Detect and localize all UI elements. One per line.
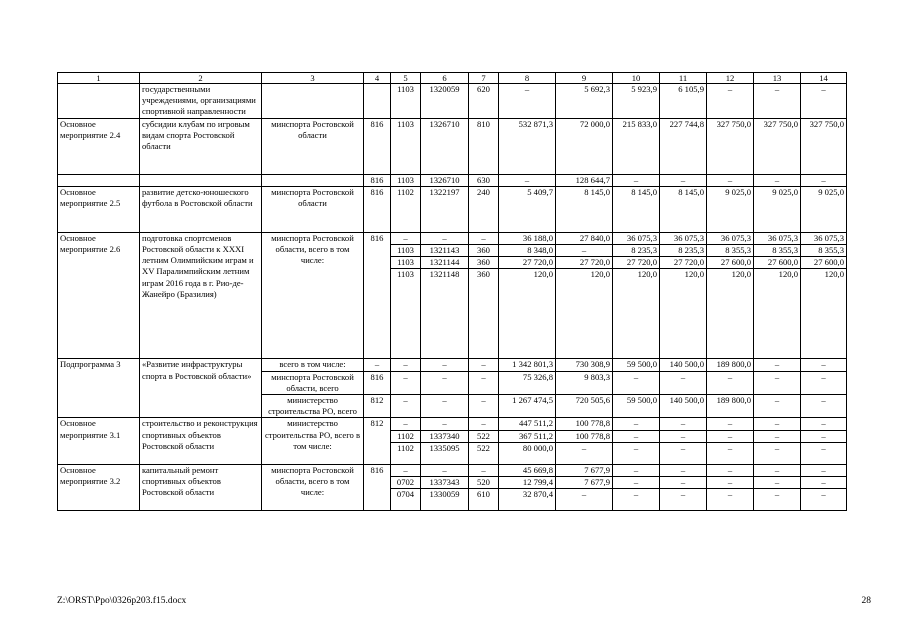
cell-csr: 1326710 xyxy=(421,118,469,174)
cell-value: – xyxy=(613,477,660,489)
cell-vr: – xyxy=(469,232,499,244)
header-cell: 12 xyxy=(707,73,754,84)
cell-rzpr: 0704 xyxy=(391,489,421,511)
cell-csr: – xyxy=(421,395,469,418)
cell-value: 8 145,0 xyxy=(613,186,660,232)
cell-value: 36 075,3 xyxy=(707,232,754,244)
cell-csr: 1335095 xyxy=(421,442,469,464)
cell-value: – xyxy=(499,174,556,186)
cell-measure: Основное мероприятие 2.6 xyxy=(58,232,140,359)
cell-value: 9 025,0 xyxy=(754,186,801,232)
cell-value: 72 000,0 xyxy=(556,118,613,174)
cell-value: 36 075,3 xyxy=(754,232,801,244)
cell-measure: Подпрограмма 3 xyxy=(58,359,140,418)
cell-description: «Развитие инфраструктуры спорта в Ростовской области» xyxy=(140,359,262,418)
cell-value: 532 871,3 xyxy=(499,118,556,174)
cell-value: 140 500,0 xyxy=(660,359,707,371)
cell-value: – xyxy=(707,489,754,511)
cell-value: – xyxy=(660,174,707,186)
table-row xyxy=(58,464,847,476)
cell-executor: минспорта Ростовской области, всего xyxy=(262,371,364,394)
cell-value: – xyxy=(754,442,801,464)
cell-executor: министерство строительства РО, всего в том числе: xyxy=(262,418,364,464)
cell-description: субсидии клубам по игровым видам спорта Ростовской области xyxy=(140,118,262,174)
cell-value: 8 235,3 xyxy=(660,245,707,257)
cell-value: – xyxy=(499,84,556,119)
document-path: Z:\ORST\Ppo\0326p203.f15.docx xyxy=(57,596,187,606)
cell-value: 59 500,0 xyxy=(613,395,660,418)
cell-rzpr: 1103 xyxy=(391,269,421,359)
cell-csr: 1321148 xyxy=(421,269,469,359)
cell-value: 32 870,4 xyxy=(499,489,556,511)
table-row xyxy=(58,232,847,244)
table-row xyxy=(58,418,847,430)
table-row xyxy=(58,84,847,119)
header-cell: 8 xyxy=(499,73,556,84)
cell-value: – xyxy=(754,477,801,489)
cell-value: 36 188,0 xyxy=(499,232,556,244)
cell-value: – xyxy=(801,430,847,442)
cell-value: 120,0 xyxy=(613,269,660,359)
cell-value: 8 355,3 xyxy=(707,245,754,257)
header-cell: 3 xyxy=(262,73,364,84)
cell-value: 8 355,3 xyxy=(754,245,801,257)
cell-executor: минспорта Ростовской области, всего в том числе: xyxy=(262,232,364,359)
cell-value: – xyxy=(801,84,847,119)
cell-description: развитие детско-юношеского футбола в Ростовской области xyxy=(140,186,262,232)
header-cell: 2 xyxy=(140,73,262,84)
cell-value: 27 600,0 xyxy=(754,257,801,269)
cell-value: – xyxy=(707,430,754,442)
cell-rzpr: 1103 xyxy=(391,118,421,174)
cell-value: 120,0 xyxy=(707,269,754,359)
cell-rzpr: – xyxy=(391,418,421,430)
cell-value: 36 075,3 xyxy=(801,232,847,244)
cell-value: 120,0 xyxy=(499,269,556,359)
cell-csr: – xyxy=(421,371,469,394)
cell-vr: 810 xyxy=(469,118,499,174)
cell-executor: минспорта Ростовской области xyxy=(262,186,364,232)
cell-csr: 1320059 xyxy=(421,84,469,119)
cell-vr: 522 xyxy=(469,430,499,442)
cell-value: 447 511,2 xyxy=(499,418,556,430)
cell-value: 227 744,8 xyxy=(660,118,707,174)
cell-value: – xyxy=(613,464,660,476)
cell-value: – xyxy=(754,371,801,394)
header-cell: 1 xyxy=(58,73,140,84)
cell-value: – xyxy=(801,359,847,371)
cell-value: 100 778,8 xyxy=(556,418,613,430)
cell-value: 7 677,9 xyxy=(556,464,613,476)
cell-value: 327 750,0 xyxy=(801,118,847,174)
cell-value: – xyxy=(801,395,847,418)
cell-executor: минспорта Ростовской области, всего в том числе: xyxy=(262,464,364,510)
cell-vr: 610 xyxy=(469,489,499,511)
cell-csr: – xyxy=(421,359,469,371)
cell-value: 9 025,0 xyxy=(801,186,847,232)
cell-value: – xyxy=(754,395,801,418)
cell-value: – xyxy=(801,477,847,489)
cell-rzpr: – xyxy=(391,359,421,371)
cell-value: 45 669,8 xyxy=(499,464,556,476)
cell-value: – xyxy=(754,489,801,511)
cell-value: 27 840,0 xyxy=(556,232,613,244)
cell-value: – xyxy=(801,174,847,186)
cell-value: – xyxy=(801,418,847,430)
cell-executor: министерство строительства РО, всего xyxy=(262,395,364,418)
cell-value: 120,0 xyxy=(556,269,613,359)
cell-value: – xyxy=(556,245,613,257)
cell-value: 8 355,3 xyxy=(801,245,847,257)
cell-value: 327 750,0 xyxy=(754,118,801,174)
cell-executor: всего в том числе: xyxy=(262,359,364,371)
cell-value: 27 720,0 xyxy=(660,257,707,269)
cell-grbs xyxy=(364,84,391,119)
cell-value: – xyxy=(707,174,754,186)
cell-value: – xyxy=(660,418,707,430)
cell-value: 1 267 474,5 xyxy=(499,395,556,418)
cell-value: 27 720,0 xyxy=(613,257,660,269)
header-cell: 6 xyxy=(421,73,469,84)
header-cell: 9 xyxy=(556,73,613,84)
cell-value: – xyxy=(660,371,707,394)
cell-rzpr: 1102 xyxy=(391,430,421,442)
cell-csr: 1337340 xyxy=(421,430,469,442)
cell-vr: – xyxy=(469,371,499,394)
cell-measure: Основное мероприятие 3.2 xyxy=(58,464,140,510)
cell-value: 215 833,0 xyxy=(613,118,660,174)
header-cell: 11 xyxy=(660,73,707,84)
cell-value: 9 803,3 xyxy=(556,371,613,394)
cell-csr: 1326710 xyxy=(421,174,469,186)
cell-rzpr: 0702 xyxy=(391,477,421,489)
cell-value: 27 720,0 xyxy=(556,257,613,269)
cell-value: 8 145,0 xyxy=(556,186,613,232)
cell-vr: 520 xyxy=(469,477,499,489)
cell-value: 12 799,4 xyxy=(499,477,556,489)
cell-value: – xyxy=(707,84,754,119)
cell-value: 720 505,6 xyxy=(556,395,613,418)
cell-value: – xyxy=(754,84,801,119)
cell-value: – xyxy=(754,174,801,186)
cell-vr: – xyxy=(469,359,499,371)
cell-rzpr: 1103 xyxy=(391,245,421,257)
cell-value: 327 750,0 xyxy=(707,118,754,174)
table-row xyxy=(58,186,847,232)
table-header-row xyxy=(58,73,847,84)
cell-measure xyxy=(58,174,140,186)
cell-vr: 240 xyxy=(469,186,499,232)
cell-description: государственными учреждениями, организациями спортивной направленности xyxy=(140,84,262,119)
cell-rzpr: 1103 xyxy=(391,174,421,186)
cell-rzpr: 1103 xyxy=(391,257,421,269)
cell-vr: 360 xyxy=(469,269,499,359)
cell-value: 120,0 xyxy=(801,269,847,359)
cell-value: 100 778,8 xyxy=(556,430,613,442)
cell-description xyxy=(140,174,262,186)
cell-value: 27 600,0 xyxy=(801,257,847,269)
cell-executor: минспорта Ростовской области xyxy=(262,118,364,174)
header-cell: 5 xyxy=(391,73,421,84)
cell-value: – xyxy=(801,489,847,511)
cell-value: 75 326,8 xyxy=(499,371,556,394)
cell-value: 128 644,7 xyxy=(556,174,613,186)
table-row xyxy=(58,174,847,186)
cell-description: подготовка спортсменов Ростовской области к XXXI летним Олимпийским играм и XV Паралимпийским летним играм 2016 года в г. Рио-де-Жанейро (Бразилия) xyxy=(140,232,262,359)
cell-rzpr: – xyxy=(391,395,421,418)
cell-executor xyxy=(262,84,364,119)
cell-description: строительство и реконструкция спортивных объектов Ростовской области xyxy=(140,418,262,464)
cell-value: – xyxy=(801,371,847,394)
cell-grbs: 812 xyxy=(364,418,391,464)
cell-value: 9 025,0 xyxy=(707,186,754,232)
cell-value: 140 500,0 xyxy=(660,395,707,418)
header-cell: 13 xyxy=(754,73,801,84)
cell-vr: 620 xyxy=(469,84,499,119)
table-row xyxy=(58,359,847,371)
cell-value: 5 409,7 xyxy=(499,186,556,232)
cell-value: 120,0 xyxy=(754,269,801,359)
cell-rzpr: – xyxy=(391,371,421,394)
cell-value: 120,0 xyxy=(660,269,707,359)
cell-measure: Основное мероприятие 2.5 xyxy=(58,186,140,232)
cell-value: – xyxy=(707,418,754,430)
cell-rzpr: – xyxy=(391,464,421,476)
header-cell: 14 xyxy=(801,73,847,84)
cell-grbs: 816 xyxy=(364,464,391,510)
cell-value: – xyxy=(613,371,660,394)
cell-value: 8 145,0 xyxy=(660,186,707,232)
cell-description: капитальный ремонт спортивных объектов Ростовской области xyxy=(140,464,262,510)
cell-grbs: 816 xyxy=(364,174,391,186)
cell-value: – xyxy=(613,430,660,442)
cell-value: – xyxy=(613,418,660,430)
cell-value: 59 500,0 xyxy=(613,359,660,371)
cell-csr: 1337343 xyxy=(421,477,469,489)
cell-grbs: 816 xyxy=(364,232,391,359)
cell-vr: 360 xyxy=(469,245,499,257)
budget-table xyxy=(57,72,847,511)
page-number: 28 xyxy=(861,596,871,606)
cell-value: – xyxy=(707,464,754,476)
cell-csr: – xyxy=(421,464,469,476)
cell-value: – xyxy=(707,371,754,394)
cell-value: 5 923,9 xyxy=(613,84,660,119)
cell-value: – xyxy=(754,464,801,476)
cell-grbs: – xyxy=(364,359,391,371)
budget-table-region xyxy=(57,72,847,511)
cell-measure: Основное мероприятие 3.1 xyxy=(58,418,140,464)
cell-value: 189 800,0 xyxy=(707,359,754,371)
cell-value: 367 511,2 xyxy=(499,430,556,442)
cell-value: – xyxy=(660,430,707,442)
cell-measure xyxy=(58,84,140,119)
cell-grbs: 816 xyxy=(364,118,391,174)
cell-measure: Основное мероприятие 2.4 xyxy=(58,118,140,174)
cell-value: 36 075,3 xyxy=(660,232,707,244)
cell-csr: 1330059 xyxy=(421,489,469,511)
cell-value: – xyxy=(613,489,660,511)
header-cell: 7 xyxy=(469,73,499,84)
cell-value: 1 342 801,3 xyxy=(499,359,556,371)
cell-value: – xyxy=(754,418,801,430)
cell-value: – xyxy=(707,477,754,489)
cell-vr: – xyxy=(469,395,499,418)
cell-value: – xyxy=(754,430,801,442)
cell-value: 36 075,3 xyxy=(613,232,660,244)
cell-csr: 1321143 xyxy=(421,245,469,257)
cell-value: – xyxy=(556,489,613,511)
cell-value: 8 348,0 xyxy=(499,245,556,257)
cell-value: 80 000,0 xyxy=(499,442,556,464)
cell-value: – xyxy=(613,442,660,464)
cell-value: 7 677,9 xyxy=(556,477,613,489)
cell-value: – xyxy=(754,359,801,371)
cell-rzpr: 1102 xyxy=(391,442,421,464)
cell-value: 5 692,3 xyxy=(556,84,613,119)
cell-value: – xyxy=(660,489,707,511)
cell-grbs: 816 xyxy=(364,186,391,232)
cell-value: 6 105,9 xyxy=(660,84,707,119)
cell-value: 189 800,0 xyxy=(707,395,754,418)
cell-value: – xyxy=(613,174,660,186)
header-cell: 10 xyxy=(613,73,660,84)
cell-value: – xyxy=(801,442,847,464)
cell-rzpr: – xyxy=(391,232,421,244)
cell-csr: – xyxy=(421,232,469,244)
cell-vr: 630 xyxy=(469,174,499,186)
cell-value: 8 235,3 xyxy=(613,245,660,257)
cell-value: – xyxy=(660,442,707,464)
cell-value: 27 600,0 xyxy=(707,257,754,269)
cell-vr: 522 xyxy=(469,442,499,464)
cell-value: – xyxy=(801,464,847,476)
cell-vr: – xyxy=(469,418,499,430)
cell-vr: – xyxy=(469,464,499,476)
cell-grbs: 812 xyxy=(364,395,391,418)
cell-value: – xyxy=(556,442,613,464)
cell-executor xyxy=(262,174,364,186)
cell-rzpr: 1102 xyxy=(391,186,421,232)
cell-csr: 1322197 xyxy=(421,186,469,232)
cell-value: 730 308,9 xyxy=(556,359,613,371)
cell-value: – xyxy=(707,442,754,464)
table-row xyxy=(58,118,847,174)
cell-csr: 1321144 xyxy=(421,257,469,269)
cell-grbs: 816 xyxy=(364,371,391,394)
cell-vr: 360 xyxy=(469,257,499,269)
cell-value: – xyxy=(660,477,707,489)
cell-csr: – xyxy=(421,418,469,430)
cell-value: 27 720,0 xyxy=(499,257,556,269)
header-cell: 4 xyxy=(364,73,391,84)
cell-rzpr: 1103 xyxy=(391,84,421,119)
cell-value: – xyxy=(660,464,707,476)
